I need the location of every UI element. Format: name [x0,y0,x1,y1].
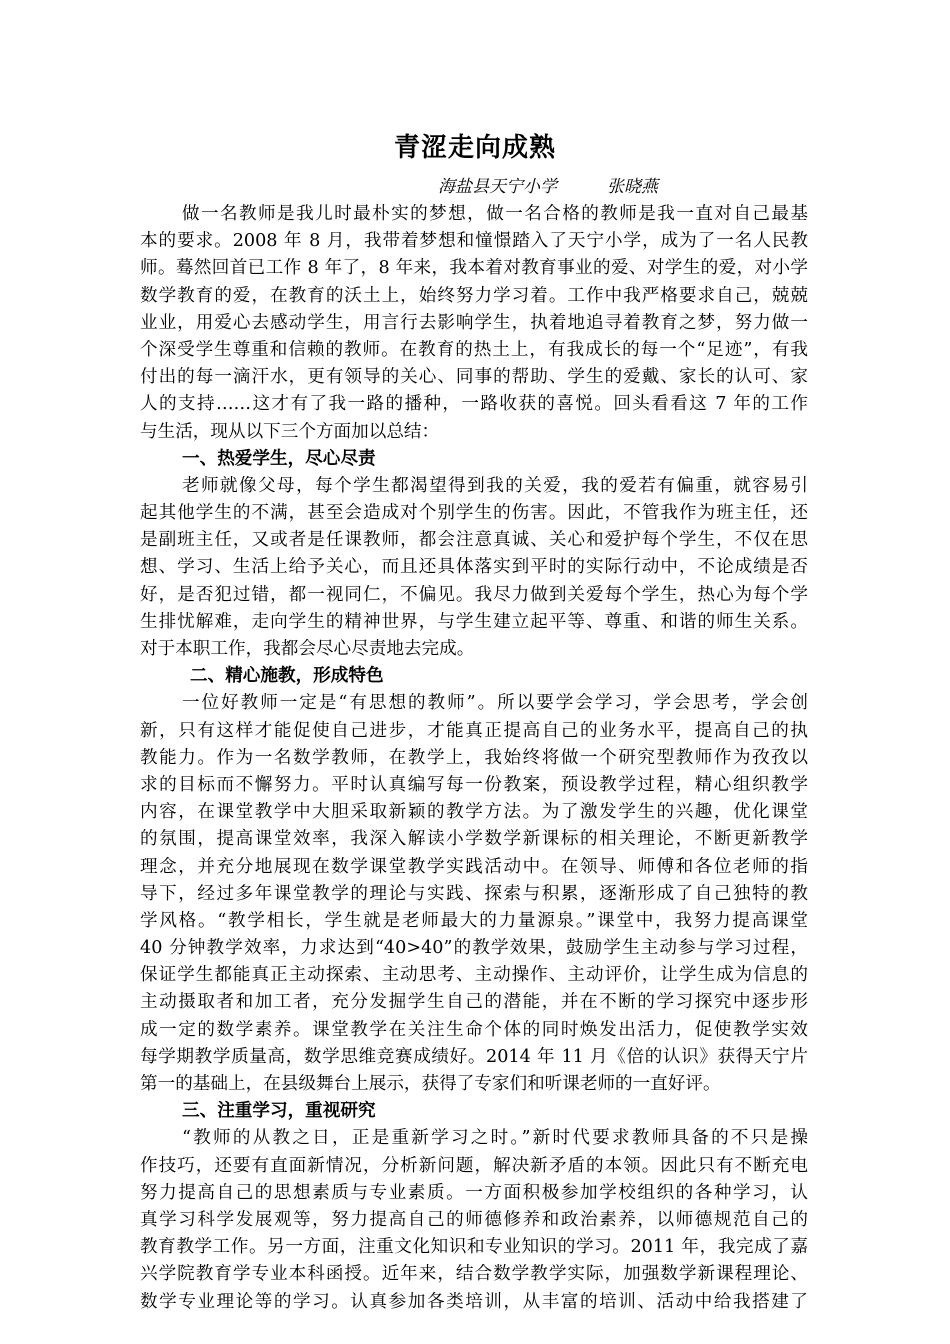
paragraph-line: 数学教育的爱，在教育的沃土上，始终努力学习着。工作中我严格要求自己，兢兢 [140,285,808,306]
paragraph-line: 学风格。“教学相长，学生就是老师最大的力量源泉。”课堂中，我努力提高课堂 [140,910,808,931]
paragraph-line: 起其他学生的不满，甚至会造成对个别学生的伤害。因此，不管我作为班主任，还 [140,503,808,524]
paragraph-line: 每学期教学质量高，数学思维竞赛成绩好。2014 年 11 月《倍的认识》获得天宁片 [140,1046,808,1067]
paragraph-line: 成一定的数学素养。课堂教学在关注生命个体的同时焕发出活力，促使教学实效 [140,1019,808,1040]
document-title: 青涩走向成熟 [393,133,556,163]
paragraph-line: 兴学院教育学专业本科函授。近年来，结合数学教学实际，加强数学新课程理论、 [140,1264,808,1285]
paragraph-line: 生排忧解难，走向学生的精神世界，与学生建立起平等、尊重、和谐的师生关系。 [140,611,808,632]
paragraph-line: 第一的基础上，在县级舞台上展示，获得了专家们和听课老师的一直好评。 [140,1074,721,1094]
paragraph-line: 教能力。作为一名数学教师，在教学上，我始终将做一个研究型教师作为孜孜以 [140,747,808,768]
section-1-paragraph [140,473,808,663]
paragraph-line: 保证学生都能真正主动探索、主动思考、主动操作、主动评价，让学生成为信息的 [140,965,808,986]
paragraph-line: 做一名教师是我儿时最朴实的梦想，做一名合格的教师是我一直对自己最基 [182,204,808,224]
byline [438,175,658,199]
section-heading-1: 一、热爱学生，尽心尽责 [182,448,376,469]
paragraph-line: 业业，用爱心去感动学生，用言行去影响学生，执着地追寻着教育之梦，努力做一 [140,312,808,333]
paragraph-line: 主动摄取者和加工者，充分发掘学生自己的潜能，并在不断的学习探究中逐步形 [140,992,808,1013]
paragraph-line: 努力提高自己的思想素质与专业素质。一方面积极参加学校组织的各种学习，认 [140,1182,808,1203]
paragraph-line: 作技巧，还要有直面新情况，分析新问题，解决新矛盾的本领。因此只有不断充电 [140,1155,808,1176]
paragraph-line: 对于本职工作，我都会尽心尽责地去完成。 [140,639,475,659]
paragraph-line: 师。蓦然回首已工作 8 年了，8 年来，我本着对教育事业的爱、对学生的爱，对小学 [140,258,808,279]
paragraph-line: 本的要求。2008 年 8 月，我带着梦想和憧憬踏入了天宁小学，成为了一名人民教 [140,231,808,252]
section-3-paragraph [140,1125,808,1315]
paragraph-line: 40 分钟教学效率，力求达到“40>40”的教学效果，鼓励学生主动参与学习过程， [140,938,808,959]
paragraph-line: 求的目标而不懈努力。平时认真编写每一份教案，预设教学过程，精心组织教学 [140,774,808,795]
paragraph-line: 导下，经过多年课堂教学的理论与实践、探索与积累，逐渐形成了自己独特的教 [140,883,808,904]
paragraph-line: 个深受学生尊重和信赖的教师。在教育的热土上，有我成长的每一个“足迹”，有我 [140,339,808,360]
paragraph-line: 真学习科学发展观等，努力提高自己的师德修养和政治素养，以师德规范自己的 [140,1209,808,1230]
paragraph-line: 内容，在课堂教学中大胆采取新颖的教学方法。为了激发学生的兴趣，优化课堂 [140,802,808,823]
paragraph-line: 教育教学工作。另一方面，注重文化知识和专业知识的学习。2011 年，我完成了嘉 [140,1237,808,1258]
paragraph-line: 付出的每一滴汗水，更有领导的关心、同事的帮助、学生的爱戴、家长的认可、家 [140,367,808,388]
paragraph-line: 数学专业理论等的学习。认真参加各类培训，从丰富的培训、活动中给我搭建了 [140,1291,808,1312]
author-name: 张晓燕 [607,177,658,197]
paragraph-line: 一位好教师一定是“有思想的教师”。所以要学会学习，学会思考，学会创 [182,693,808,714]
school-name: 海盐县天宁小学 [438,177,557,197]
document-body [140,201,808,1316]
section-heading-2: 二、精心施教，形成特色 [190,666,384,687]
paragraph-line: 的氛围，提高课堂效率，我深入解读小学数学新课标的相关理论，不断更新教学 [140,829,808,850]
paragraph-line: 理念，并充分地展现在数学课堂教学实践活动中。在领导、师傅和各位老师的指 [140,856,808,877]
section-2-paragraph [140,690,808,1098]
paragraph-line: 好，是否犯过错，都一视同仁，不偏见。我尽力做到关爱每个学生，热心为每个学 [140,584,808,605]
section-heading-3: 三、注重学习，重视研究 [182,1101,376,1122]
paragraph-line: 老师就像父母，每个学生都渴望得到我的关爱，我的爱若有偏重，就容易引 [182,475,808,496]
paragraph-line: 新，只有这样才能促使自己进步，才能真正提高自己的业务水平，提高自己的执 [140,720,808,741]
intro-paragraph [140,201,808,446]
paragraph-line: 人的支持……这才有了我一路的播种，一路收获的喜悦。回头看看这 7 年的工作 [140,394,808,415]
paragraph-line: 与生活，现从以下三个方面加以总结： [140,421,440,442]
paragraph-line: “教师的从教之日，正是重新学习之时。”新时代要求教师具备的不只是操 [182,1128,808,1149]
paragraph-line: 是副班主任，又或者是任课教师，都会注意真诚、关心和爱护每个学生，不仅在思 [140,530,808,551]
paragraph-line: 想、学习、生活上给予关心，而且还具体落实到平时的实际行动中，不论成绩是否 [140,557,808,578]
